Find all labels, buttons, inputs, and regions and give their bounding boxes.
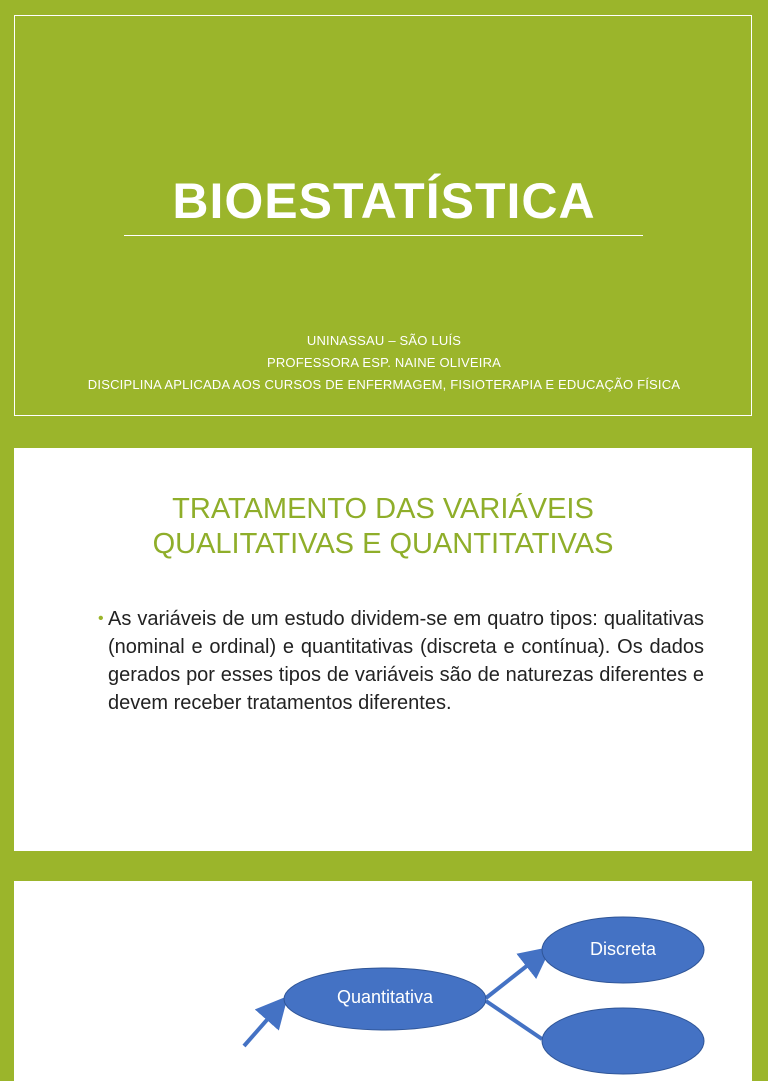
content-slide — [0, 432, 768, 868]
content-card — [14, 448, 752, 851]
node-quantitativa-label: Quantitativa — [336, 987, 434, 1007]
node-continua-partial — [542, 1008, 704, 1074]
presentation-title: BIOESTATÍSTICA — [172, 173, 596, 229]
arrow-to-discreta — [486, 954, 542, 998]
arrow-from-root — [244, 1005, 280, 1046]
diagram-card — [14, 881, 752, 1081]
variable-diagram — [14, 881, 752, 1081]
slide-heading — [14, 492, 752, 562]
title-slide — [0, 0, 768, 432]
institution-line: UNINASSAU – SÃO LUÍS — [306, 333, 462, 348]
title-underline — [124, 235, 643, 236]
professor-line: PROFESSORA ESP. NAINE OLIVEIRA — [266, 355, 502, 370]
bullet-icon: • — [98, 610, 104, 627]
slide-heading-line2: QUALITATIVAS E QUANTITATIVAS — [152, 528, 614, 560]
diagram-slide — [0, 868, 768, 1024]
course-line: DISCIPLINA APLICADA AOS CURSOS DE ENFERMAGEM, FISIOTERAPIA E EDUCAÇÃO FÍSICA — [87, 377, 681, 392]
bullet-text: As variáveis de um estudo dividem-se em quatro tipos: qualitativas (nominal e ordinal) e quantitativas (discreta e contínua). Os dados gerados por esses tipos de variáveis são de naturezas diferentes e devem receber tratamentos diferentes. — [108, 608, 704, 714]
slide-heading-line1: TRATAMENTO DAS VARIÁVEIS — [172, 493, 594, 525]
node-discreta-label: Discreta — [589, 939, 656, 959]
arrow-to-continua — [486, 1001, 542, 1039]
